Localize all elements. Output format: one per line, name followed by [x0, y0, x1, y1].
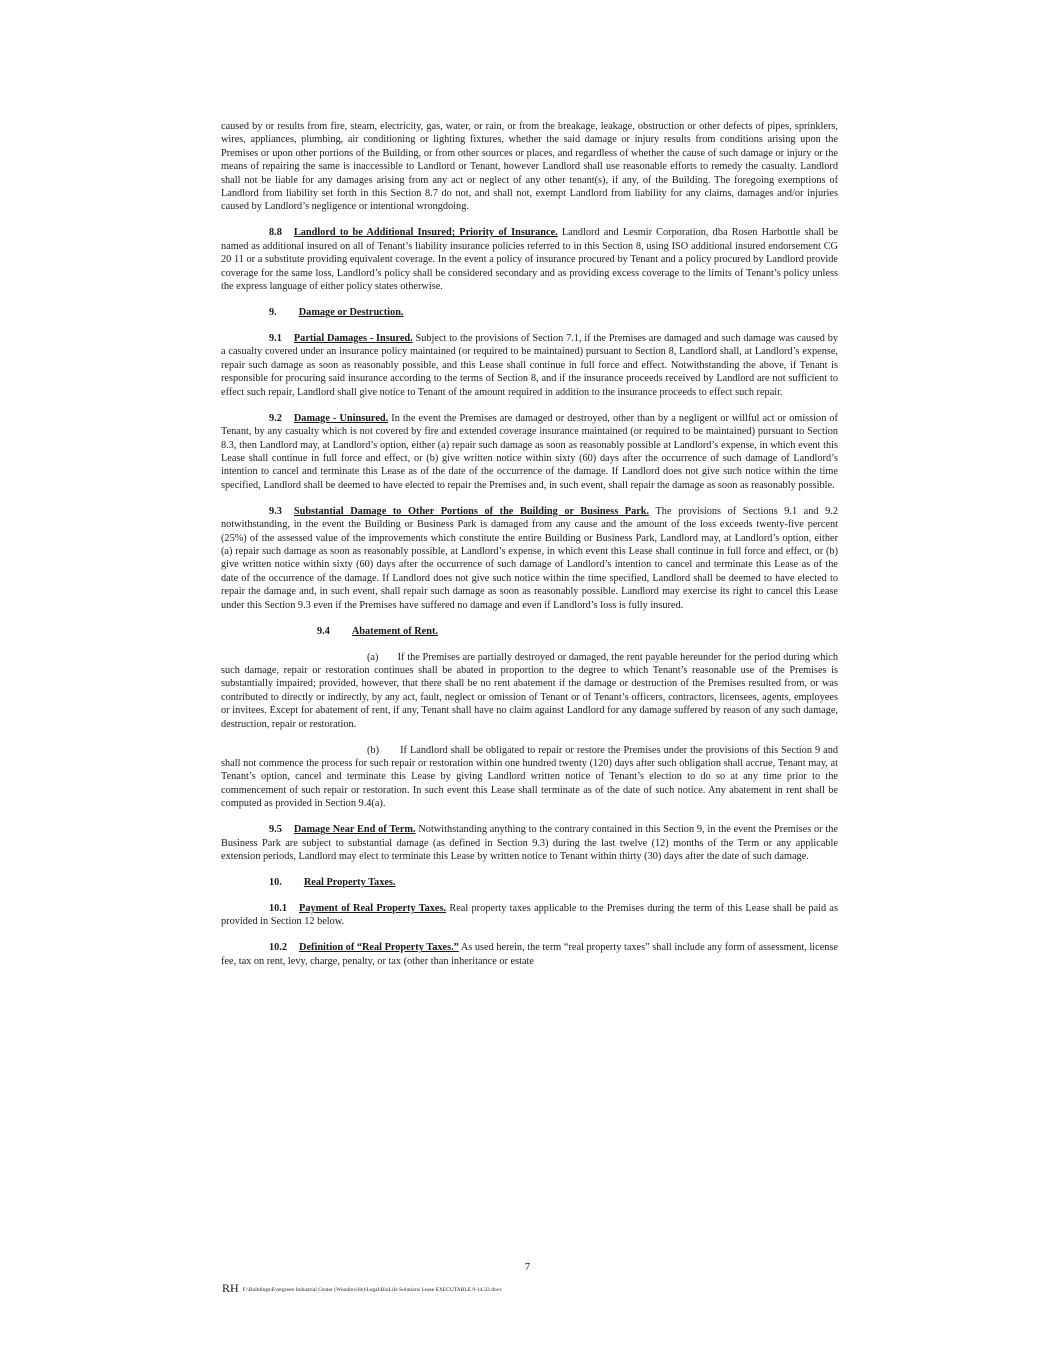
- section-number: 10.: [269, 877, 282, 889]
- section-9-5: [221, 823, 838, 863]
- subsection-label: (a): [367, 651, 379, 663]
- section-title: Real Property Taxes.: [303, 877, 396, 889]
- footer: [222, 1281, 502, 1296]
- section-body: Landlord and Lesmir Corporation, dba Rosen Harbottle shall be named as additional insured on all of Tenant’s liability insurance policies referred to in this Section 8, using ISO additional insured endorsement CG 20 11 or a substitute providing equivalent coverage. In the event a policy of insurance procured by Tenant and a policy procured by Landlord provide coverage for the same loss, Landlord’s policy shall be considered secondary and as providing excess coverage to the limits of Tenant’s policy unless the express language of either policy states otherwise.: [221, 227, 838, 293]
- section-10-2: [221, 941, 838, 968]
- section-number: 9.2: [269, 412, 282, 424]
- section-body: Real property taxes applicable to the Premises during the term of this Lease shall be paid as provided in Section 12 below.: [221, 903, 839, 928]
- section-title: Damage - Uninsured.: [293, 412, 389, 424]
- section-9-2: [221, 412, 838, 492]
- section-title: Damage or Destruction.: [298, 307, 404, 319]
- section-number: 9.5: [269, 824, 282, 836]
- section-9-heading: [221, 306, 838, 319]
- section-10-1: [221, 902, 838, 929]
- section-title: Definition of “Real Property Taxes.”: [299, 942, 459, 954]
- section-title: Landlord to be Additional Insured; Priority of Insurance.: [293, 227, 558, 239]
- subsection-label: (b): [367, 744, 380, 756]
- section-9-3: [221, 505, 838, 612]
- section-title: Payment of Real Property Taxes.: [299, 903, 447, 915]
- section-title: Partial Damages - Insured.: [293, 333, 413, 345]
- section-title: Damage Near End of Term.: [293, 824, 416, 836]
- section-number: 8.8: [269, 227, 282, 239]
- section-number: 10.2: [269, 942, 288, 954]
- section-number: 9.: [269, 307, 277, 319]
- subsection-body: If the Premises are partially destroyed or damaged, the rent payable hereunder for the period during which such damage, repair or restoration continues shall be abated in proportion to the degree to which Tenant’s reasonable use of the Premises is substantially impaired; provided, however, that there shall be no rent abatement if the damage or destruction of the Premises resulted from, or was contributed to directly or indirectly, by any act, fault, neglect or omission of Tenant or of Tenant’s officers, contractors, licensees, agents, employees or invitees. Except for abatement of rent, if any, Tenant shall have no claim against Landlord for any damage suffered by reason of any such damage, destruction, repair or restoration.: [221, 651, 838, 730]
- subsection-body: If Landlord shall be obligated to repair or restore the Premises under the provisions of this Section 9 and shall not commence the process for such repair or restoration within one hundred twenty (120) days after such obligation shall accrue, Tenant may, at Tenant’s option, cancel and terminate this Lease by giving Landlord written notice of Tenant’s election to do so at any time prior to the commencement of such repair or restoration. In such event this Lease shall terminate as of the date of such notice. Any abatement in rent shall be computed as provided in Section 9.4(a).: [221, 744, 838, 810]
- section-number: 10.1: [269, 903, 288, 915]
- section-body: Notwithstanding anything to the contrary contained in this Section 9, in the event the Premises or the Business Park are subject to substantial damage (as defined in Section 9.3) during the last twelve (12) months of the Term or any applicable extension periods, Landlord may elect to terminate this Lease by written notice to Tenant within thirty (30) days after the date of such damage.: [221, 824, 838, 863]
- section-body: As used herein, the term “real property taxes” shall include any form of assessment, license fee, tax on rent, levy, charge, penalty, or tax (other than inheritance or estate: [221, 942, 838, 967]
- section-title: Substantial Damage to Other Portions of the Building or Business Park.: [293, 505, 650, 517]
- footer-initials: RH: [222, 1281, 239, 1295]
- page-content: [221, 120, 838, 968]
- section-body: The provisions of Sections 9.1 and 9.2 notwithstanding, in the event the Building or Business Park is damaged from any cause and the amount of the loss exceeds twenty-five percent (25%) of the assessed value of the improvements which constitute the entire Building or Business Park, Landlord may, at Landlord’s option, either (a) repair such damage as soon as reasonably possible, at Landlord’s expense, in which event this Lease shall continue in full force and effect, or (b) give written notice within sixty (60) days after the occurrence of such damage of Landlord’s intention to cancel and terminate this Lease as of the date of the occurrence of the damage. If Landlord does not give such notice within the time specified, Landlord shall be deemed to have elected to repair the damage and, in such event, shall repair such damage as soon as reasonably possible. Landlord may exercise its right to cancel this Lease under this Section 9.3 even if the Premises have suffered no damage and even if Landlord’s loss is fully insured.: [221, 505, 838, 611]
- section-body: Subject to the provisions of Section 7.1, if the Premises are damaged and such damage was caused by a casualty covered under an insurance policy maintained (or required to be maintained) pursuant to Section 8, Landlord shall, at Landlord’s expense, repair such damage as soon as reasonably possible, and this Lease shall continue in full force and effect. Notwithstanding the above, if Tenant is responsible for procuring said insurance according to the terms of Section 8, and if the insurance proceeds received by Landlord are not sufficient to effect such repair, Landlord shall give notice to Tenant of the amount required in addition to the insurance proceeds to effect such repair.: [221, 333, 839, 398]
- section-8-8: [221, 226, 838, 293]
- section-number: 9.1: [269, 333, 282, 345]
- section-9-4-b: [221, 744, 838, 811]
- section-number: 9.3: [269, 505, 282, 517]
- paragraph-8-7-continued: caused by or results from fire, steam, electricity, gas, water, or rain, or from the breakage, leakage, obstruction or other defects of pipes, sprinklers, wires, appliances, plumbing, air conditioning or lighting fixtures, whether the said damage or injury results from conditions arising upon the Premises or upon other portions of the Building, or from other sources or places, and regardless of whether the cause of such damage or injury or the means of repairing the same is inaccessible to Landlord or Tenant, however Landlord shall use reasonable efforts to remedy the casualty. Landlord shall not be liable for any damages arising from any act or neglect of any other tenant(s), if any, of the Building. The foregoing exemptions of Landlord from liability set forth in this Section 8.7 do not, and shall not, exempt Landlord from liability for any claims, damages and/or injuries caused by Landlord’s negligence or intentional wrongdoing.: [221, 121, 838, 213]
- section-body: In the event the Premises are damaged or destroyed, other than by a negligent or willful act or omission of Tenant, by any casualty which is not covered by fire and extended coverage insurance maintained (or required to be maintained) pursuant to Section 8.3, then Landlord may, at Landlord’s option, either (a) repair such damage as soon as reasonably possible at Landlord’s expense, in which event this Lease shall continue in full force and effect, or (b) give written notice within sixty (60) days after the occurrence of such damage of Landlord’s intention to cancel and terminate this Lease as of the date of the occurrence of the damage. If Landlord does not give such notice within the time specified, Landlord shall be deemed to have elected to repair the Premises and, in such event, shall repair the damage as soon as reasonably possible.: [221, 412, 838, 491]
- section-number: 9.4: [317, 625, 330, 637]
- section-9-4-a: [221, 651, 838, 731]
- footer-file-path: F:\Buildings\Evergreen Industrial Center (Woodinville)\Legal\BioLife Solutions Lease EXECUTABLE 9-14-22.docx: [242, 1287, 502, 1293]
- page-number: 7: [524, 1261, 531, 1273]
- section-9-4-heading: [221, 625, 838, 638]
- section-title: Abatement of Rent.: [351, 625, 438, 637]
- section-9-1: [221, 332, 838, 399]
- section-10-heading: [221, 876, 838, 889]
